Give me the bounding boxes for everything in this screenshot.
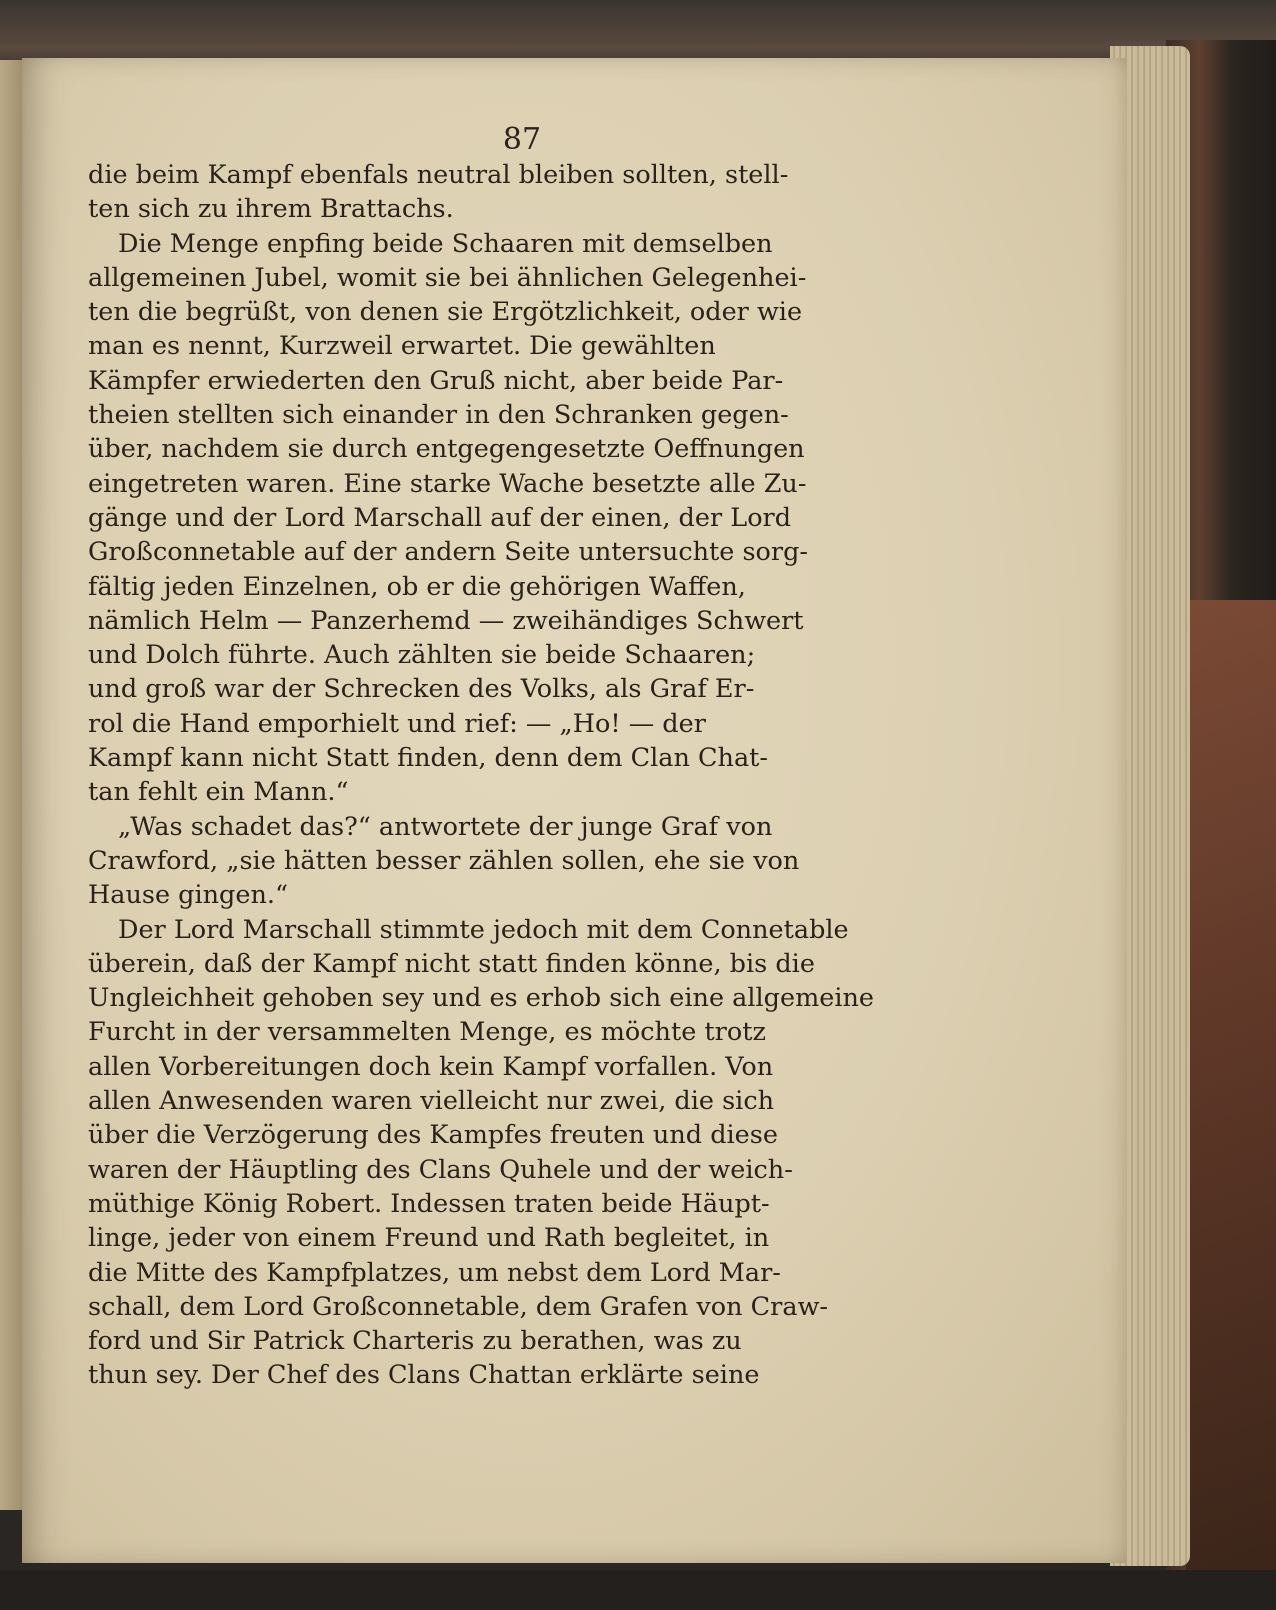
text-line: die Mitte des Kampfplatzes, um nebst dem Lord Mar- bbox=[88, 1257, 781, 1288]
text-line: und Dolch führte. Auch zählten sie beide Schaaren; bbox=[88, 640, 756, 671]
text-line: ten die begrüßt, von denen sie Ergötzlichkeit, oder wie bbox=[88, 297, 803, 328]
text-line: thun sey. Der Chef des Clans Chattan erklärte seine bbox=[88, 1360, 760, 1391]
text-line: theien stellten sich einander in den Schranken gegen- bbox=[88, 400, 789, 431]
text-line: ford und Sir Patrick Charteris zu berathen, was zu bbox=[88, 1326, 742, 1357]
text-line: allen Anwesenden waren vielleicht nur zwei, die sich bbox=[88, 1086, 775, 1117]
text-line: müthige König Robert. Indessen traten beide Häupt- bbox=[88, 1188, 770, 1219]
text-line: Crawford, „sie hätten besser zählen sollen, ehe sie von bbox=[88, 845, 800, 876]
text-line: schall, dem Lord Großconnetable, dem Grafen von Craw- bbox=[88, 1291, 829, 1322]
text-line: Die Menge enpfing beide Schaaren mit demselben bbox=[118, 228, 773, 259]
text-line: Ungleichheit gehoben sey und es erhob sich eine allgemeine bbox=[88, 983, 875, 1014]
text-line: tan fehlt ein Mann.“ bbox=[88, 777, 349, 808]
text-line: Kampf kann nicht Statt finden, denn dem Clan Chat- bbox=[88, 743, 769, 774]
book-cover-bottom bbox=[0, 1570, 1276, 1610]
text-line: fältig jeden Einzelnen, ob er die gehörigen Waffen, bbox=[88, 571, 746, 602]
text-line: Großconnetable auf der andern Seite untersuchte sorg- bbox=[88, 537, 809, 568]
text-line: ten sich zu ihrem Brattachs. bbox=[88, 194, 454, 225]
text-line: über, nachdem sie durch entgegengesetzte Oeffnungen bbox=[88, 434, 805, 465]
text-line: man es nennt, Kurzweil erwartet. Die gewählten bbox=[88, 331, 716, 362]
text-line: die beim Kampf ebenfals neutral bleiben sollten, stell- bbox=[88, 160, 789, 190]
book-cover-leather bbox=[1186, 600, 1276, 1580]
text-line: über die Verzögerung des Kampfes freuten und diese bbox=[88, 1120, 778, 1151]
text-line: Furcht in der versammelten Menge, es möchte trotz bbox=[88, 1017, 766, 1048]
text-line: gänge und der Lord Marschall auf der einen, der Lord bbox=[88, 502, 792, 533]
text-line: eingetreten waren. Eine starke Wache besetzte alle Zu- bbox=[88, 468, 807, 499]
text-line: „Was schadet das?“ antwortete der junge Graf von bbox=[118, 811, 773, 842]
text-line: waren der Häuptling des Clans Quhele und der weich- bbox=[88, 1154, 793, 1185]
text-line: rol die Hand emporhielt und rief: — „Ho! — der bbox=[88, 708, 706, 739]
text-line: Hause gingen.“ bbox=[88, 880, 289, 911]
text-line: allen Vorbereitungen doch kein Kampf vorfallen. Von bbox=[88, 1051, 774, 1082]
book-page bbox=[22, 58, 1127, 1563]
text-line: überein, daß der Kampf nicht statt finden könne, bis die bbox=[88, 948, 815, 979]
text-line: und groß war der Schrecken des Volks, als Graf Er- bbox=[88, 674, 755, 705]
text-line: Der Lord Marschall stimmte jedoch mit dem Connetable bbox=[118, 914, 849, 945]
text-line: linge, jeder von einem Freund und Rath begleitet, in bbox=[88, 1223, 770, 1254]
page-number: 87 bbox=[502, 122, 542, 157]
page-text bbox=[88, 158, 918, 1393]
text-line: Kämpfer erwiederten den Gruß nicht, aber beide Par- bbox=[88, 365, 784, 396]
text-line: allgemeinen Jubel, womit sie bei ähnlichen Gelegenhei- bbox=[88, 262, 807, 293]
text-line: nämlich Helm — Panzerhemd — zweihändiges Schwert bbox=[88, 605, 804, 636]
